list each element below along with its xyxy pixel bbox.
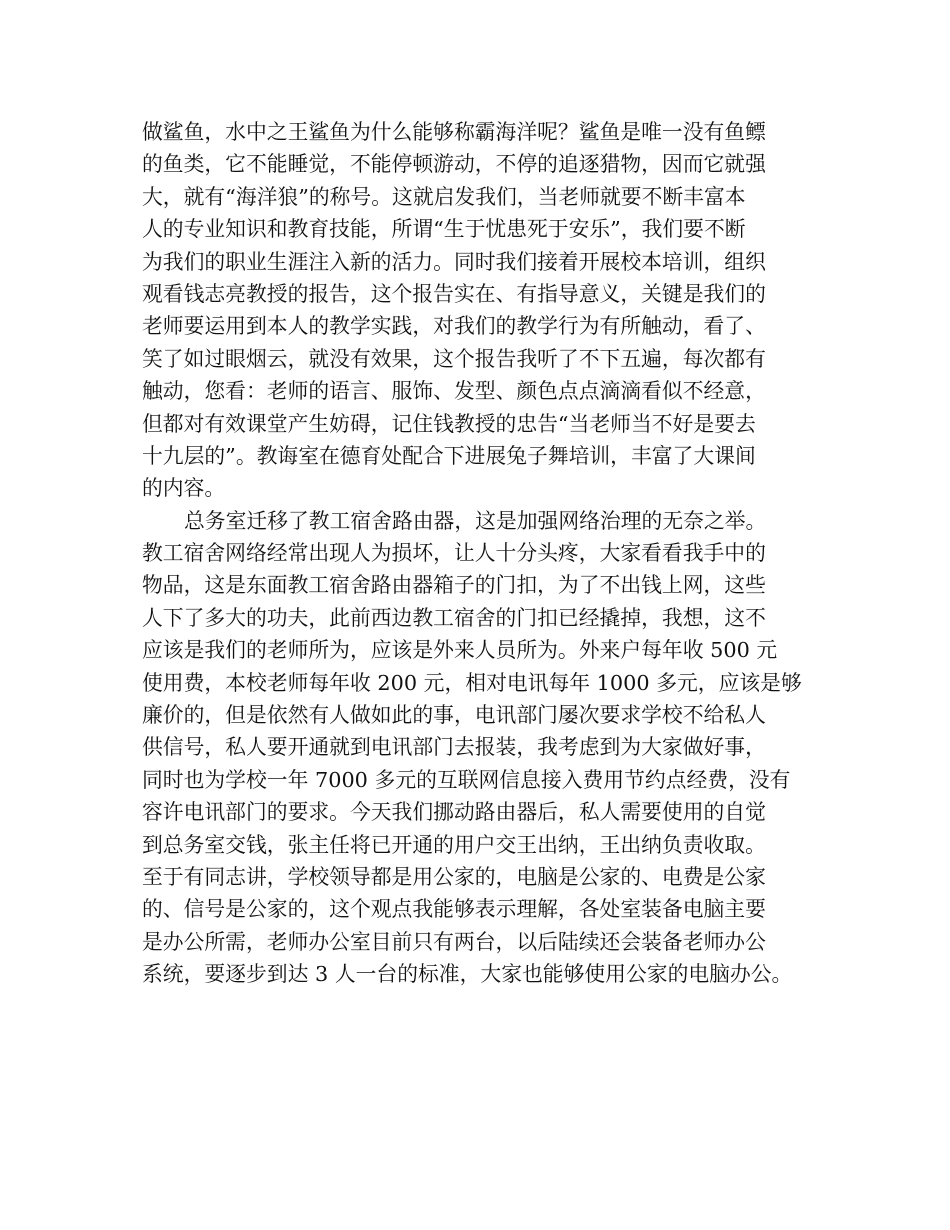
text-line: 同时也为学校一年 7000 多元的互联网信息接入费用节约点经费，没有 [142,767,791,792]
text-line: 老师要运用到本人的教学实践，对我们的教学行为有所触动，看了、 [142,314,766,339]
text-line: 人的专业知识和教育技能，所谓“生于忧患死于安乐”，我们要不断 [142,217,746,242]
text-line: 做鲨鱼，水中之王鲨鱼为什么能够称霸海洋呢？鲨鱼是唯一没有鱼鳔 [142,120,766,144]
text-line: 但都对有效课堂产生妨碍，记住钱教授的忠告“当老师当不好是要去 [142,411,756,436]
text-line: 应该是我们的老师所为，应该是外来人员所为。外来户每年收 500 元 [142,638,778,663]
text-line: 至于有同志讲，学校领导都是用公家的，电脑是公家的、电费是公家 [142,864,766,889]
text-line: 使用费，本校老师每年收 200 元，相对电讯每年 1000 多元，应该是够 [142,670,802,695]
paragraph-2 [142,505,842,991]
text-line: 的鱼类，它不能睡觉，不能停顿游动，不停的追逐猎物，因而它就强 [142,152,766,177]
text-line: 物品，这是东面教工宿舍路由器箱子的门扣，为了不出钱上网，这些 [142,573,766,598]
text-line: 的、信号是公家的，这个观点我能够表示理解，各处室装备电脑主要 [142,897,766,922]
text-line: 十九层的”。教诲室在德育处配合下进展兔子舞培训，丰富了大课间 [142,443,756,468]
text-line: 的内容。 [142,476,226,501]
text-line: 人下了多大的功夫，此前西边教工宿舍的门扣已经撬掉，我想，这不 [142,605,766,630]
text-line: 供信号，私人要开通就到电讯部门去报装，我考虑到为大家做好事， [142,735,766,760]
text-line: 教工宿舍网络经常出现人为损坏，让人十分头疼，大家看看我手中的 [142,541,766,566]
text-line: 廉价的，但是依然有人做如此的事，电讯部门屡次要求学校不给私人 [142,703,766,728]
text-line: 容许电讯部门的要求。今天我们挪动路由器后，私人需要使用的自觉 [142,800,766,825]
text-line: 大，就有“海洋狼”的称号。这就启发我们，当老师就要不断丰富本 [142,184,746,209]
text-line: 到总务室交钱，张主任将已开通的用户交王出纳，王出纳负责收取。 [142,832,766,857]
text-line: 观看钱志亮教授的报告，这个报告实在、有指导意义，关键是我们的 [142,281,766,306]
document-body [142,116,842,991]
text-line-indented: 总务室迁移了教工宿舍路由器，这是加强网络治理的无奈之举。 [184,508,767,533]
text-line: 系统，要逐步到达 3 人一台的标准，大家也能够使用公家的电脑办公。 [142,962,793,987]
paragraph-1 [142,116,842,505]
text-line: 是办公所需，老师办公室目前只有两台，以后陆续还会装备老师办公 [142,929,766,954]
text-line: 笑了如过眼烟云，就没有效果，这个报告我听了不下五遍，每次都有 [142,346,766,371]
text-line: 为我们的职业生涯注入新的活力。同时我们接着开展校本培训，组织 [142,249,766,274]
text-line: 触动，您看：老师的语言、服饰、发型、颜色点点滴滴看似不经意， [142,379,766,404]
